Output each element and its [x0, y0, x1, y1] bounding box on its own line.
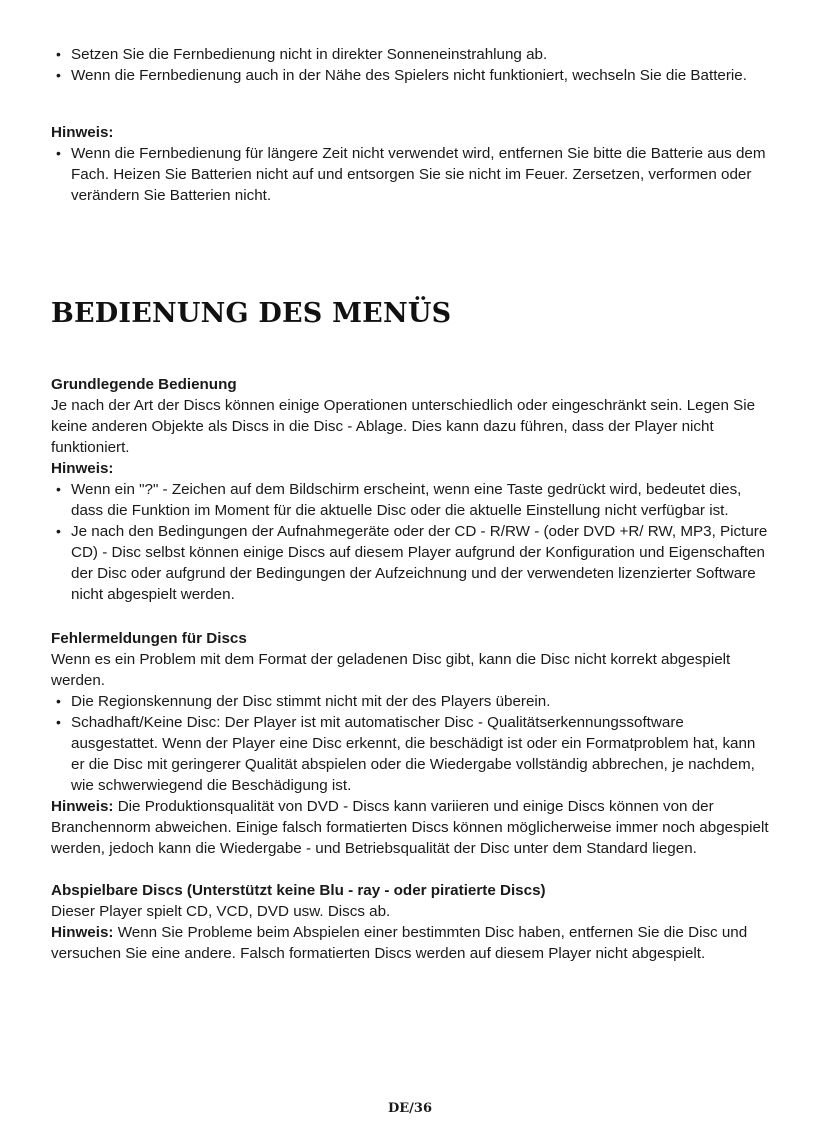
list-item: • Wenn ein "?" - Zeichen auf dem Bildschirm erscheint, wenn eine Taste gedrückt wird, bedeutet dies, dass die Funktion im Moment für die aktuelle Disc oder die aktuelle Einstellung nicht verfügbar ist. [51, 479, 773, 521]
list-item: • Wenn die Fernbedienung für längere Zeit nicht verwendet wird, entfernen Sie bitte die Batterie aus dem Fach. Heizen Sie Batterien nicht auf und entsorgen Sie sie nicht im Feuer. Zersetzen, verformen oder verändern Sie Batterien nicht. [51, 143, 773, 206]
note-paragraph [51, 922, 773, 964]
paragraph: Dieser Player spielt CD, VCD, DVD usw. Discs ab. [51, 903, 391, 920]
note-label: Hinweis: [51, 124, 114, 141]
subsection-heading: Abspielbare Discs (Unterstützt keine Blu - ray - oder piratierte Discs) [51, 882, 546, 899]
paragraph: Wenn es ein Problem mit dem Format der geladenen Disc gibt, kann die Disc nicht korrekt abgespielt werden. [51, 651, 731, 689]
note-text: Wenn Sie Probleme beim Abspielen einer bestimmten Disc haben, entfernen Sie die Disc und versuchen Sie eine andere. Falsch formatierten Discs werden auf diesem Player nicht abgespielt. [51, 924, 748, 962]
subsection-heading: Fehlermeldungen für Discs [51, 630, 247, 647]
basic-operation-section [51, 374, 773, 605]
list-item: • Schadhaft/Keine Disc: Der Player ist mit automatischer Disc - Qualitätserkennungssoftware ausgestattet. Wenn der Player eine Disc erkennt, die beschädigt ist oder ein Formatproblem hat, kann er die Disc mit geringerer Qualität abspielen oder die Wiedergabe vollständig abbrechen, je nachdem, wie schwerwiegend die Beschädigung ist. [51, 712, 773, 796]
list-item: • Wenn die Fernbedienung auch in der Nähe des Spielers nicht funktioniert, wechseln Sie die Batterie. [51, 65, 773, 86]
playable-discs-section [51, 880, 773, 964]
section-title-block [51, 298, 773, 330]
note-label: Hinweis: [51, 798, 114, 815]
list-item: • Setzen Sie die Fernbedienung nicht in direkter Sonneneinstrahlung ab. [51, 44, 773, 65]
list-item: • Je nach den Bedingungen der Aufnahmegeräte oder der CD - R/RW - (oder DVD +R/ RW, MP3, Picture CD) - Disc selbst können einige Discs auf diesem Player aufgrund der Konfiguration und Eigenschaften der Disc oder aufgrund der Bedingungen der Aufzeichnung und der verwendeten lizenzierter Software nicht abgespielt werden. [51, 521, 773, 605]
list-item: • Die Regionskennung der Disc stimmt nicht mit der des Players überein. [51, 691, 773, 712]
battery-note [51, 122, 773, 206]
page-number: DE/36 [387, 1101, 433, 1116]
subsection-heading: Grundlegende Bedienung [51, 376, 237, 393]
section-title: BEDIENUNG DES MENÜS [51, 298, 452, 329]
error-messages-section [51, 628, 773, 859]
top-bullet-list [51, 44, 773, 86]
note-paragraph [51, 796, 773, 859]
note-text: Die Produktionsqualität von DVD - Discs kann variieren und einige Discs können von der Branchennorm abweichen. Einige falsch formatierten Discs können möglicherweise immer noch abgespielt werden, jedoch kann die Wiedergabe - und Betriebsqualität der Disc unter dem Standard liegen. [51, 798, 769, 857]
note-label: Hinweis: [51, 460, 114, 477]
note-label: Hinweis: [51, 924, 114, 941]
paragraph: Je nach der Art der Discs können einige Operationen unterschiedlich oder eingeschränkt sein. Legen Sie keine anderen Objekte als Discs in die Disc - Ablage. Dies kann dazu führen, dass der Player nicht funktioniert. [51, 397, 756, 456]
